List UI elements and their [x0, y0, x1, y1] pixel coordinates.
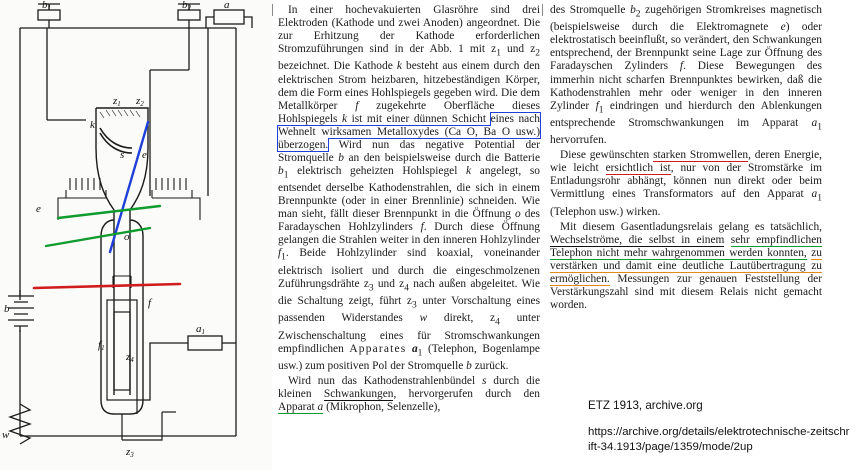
label-o: o	[124, 231, 130, 243]
label-w: w	[2, 429, 10, 441]
label-s: s	[120, 149, 125, 161]
label-e-right: e	[142, 149, 147, 161]
column-rule-mark	[272, 4, 273, 16]
paragraph-c2-1: des Stromquelle $b_2$ zugehörigen Stromkreises magnetisch (beispielsweise durch die Elektromagnete e) oder elektrostatisch beeinflußt, so verändert, den Schwankungen entsprechend, der Brennpunkt seine Lage zur Öffnung des Faradayschen Zylinders f. Diese Bewegungen des immerhin nicht scharfen Brennpunktes bewirken, daß die Kathodenstrahlen mehr oder weniger in den inneren Zylinder $f_1$ eindringen und hierdurch den Ablenkungen entsprechende Stromschwankungen im Apparat $a_1$ hervorrufen.	[550, 4, 822, 147]
paragraph-c2-2: Diese gewünschten starken Stromwellen, deren Energie, wie leicht ersichtlich ist, nur von der Stromstärke im Entladungsrohr abhängt, können nun direkt oder beim Vermittlung eines Transformators auf den Apparat $a_1$ (Telephon usw.) wirken.	[550, 149, 823, 218]
source-label: ETZ 1913, archive.org	[588, 399, 703, 412]
schematic-drawing	[0, 0, 272, 470]
label-f1: f1	[98, 339, 105, 352]
label-a: a	[224, 0, 230, 11]
label-e-left: e	[36, 203, 41, 215]
paragraph-c1-1: In einer hochevakuierten Glasröhre sind drei Elektroden (Kathode und zwei Anoden) angeordnet. Die zur Erhitzung der Kathode erforderlichen Stromzuführungen sind in der Abb. 1 mit $z_1$ und $z_2$ bezeichnet. Die Kathode k besteht aus einem durch den elektrischen Strom heizbaren, hitzebeständigen Körper, dem die Form eines Hohlspiegels gegeben wird. Die dem Metallkörper f zugekehrte Oberfläche dieses Hohlspiegels k ist mit einer dünnen Schicht eines nach Wehnelt wirksamen Metalloxydes (Ca O, Ba O usw.) überzogen. Wird nun das negative Potential der Stromquelle b an den beispielsweise durch die Batterie $b_1$ elektrisch geheizten Hohlspiegel k angelegt, so entsendet derselbe Kathodenstrahlen, die sich in einem Brennpunkte (oder in einer Brennlinie) schneiden. Wie man sieht, fällt dieser Brennpunkt in die Öffnung o des Faradayschen Hohlzylinders f. Durch diese Öffnung gelangen die Strahlen weiter in den inneren Hohlzylinder $f_1$. Beide Hohlzylinder sind koaxial, voneinander elektrisch isoliert und durch die eingeschmolzenen Zuführungsdrähte $z_3$ und $z_4$ nach außen abgeleitet. Wie die Schaltung zeigt, führt $z_3$ unter Vorschaltung eines passenden Widerstandes w direkt, $z_4$ unter Zwischenschaltung eines für Stromschwankungen empfindlichen Apparates $a_1$ (Telephon, Bogenlampe usw.) zum positiven Pol der Stromquelle b zurück.	[278, 4, 541, 373]
source-caption	[588, 398, 850, 454]
paragraph-c2-3: Mit diesem Gasentladungsrelais gelang es tatsächlich, Wechselströme, die selbst in einem sehr empfindlichen Telephon nicht mehr wahrgenommen werden konnten, zu verstärken und damit eine deutliche Lautübertragung zu ermöglichen. Messungen zur genauen Feststellung der Verstärkungszahl sind mit diesem Relais nicht gemacht worden.	[550, 220, 822, 312]
label-z1: z1	[113, 95, 121, 108]
label-k: k	[90, 119, 95, 131]
source-url[interactable]: https://archive.org/details/elektrotechnische-zeitschrift-34.1913/page/1359/mode/2up	[588, 426, 850, 453]
label-f: f	[148, 297, 152, 309]
figure-panel	[0, 0, 272, 470]
label-b1: b1	[42, 0, 51, 12]
label-b: b	[4, 303, 10, 315]
text-column-left	[278, 4, 540, 414]
column-rule-mark-2	[542, 4, 543, 16]
label-z2: z2	[136, 95, 144, 108]
label-z4: z4	[126, 351, 134, 364]
text-column-right	[550, 4, 822, 312]
label-b2: b2	[182, 0, 191, 12]
label-a1: a1	[196, 323, 205, 336]
paragraph-c1-2: Wird nun das Kathodenstrahlenbündel s durch die kleinen Schwankungen, hervorgerufen durch den Apparat a (Mikrophon, Selenzelle),	[278, 375, 541, 414]
label-z3: z3	[126, 446, 134, 459]
